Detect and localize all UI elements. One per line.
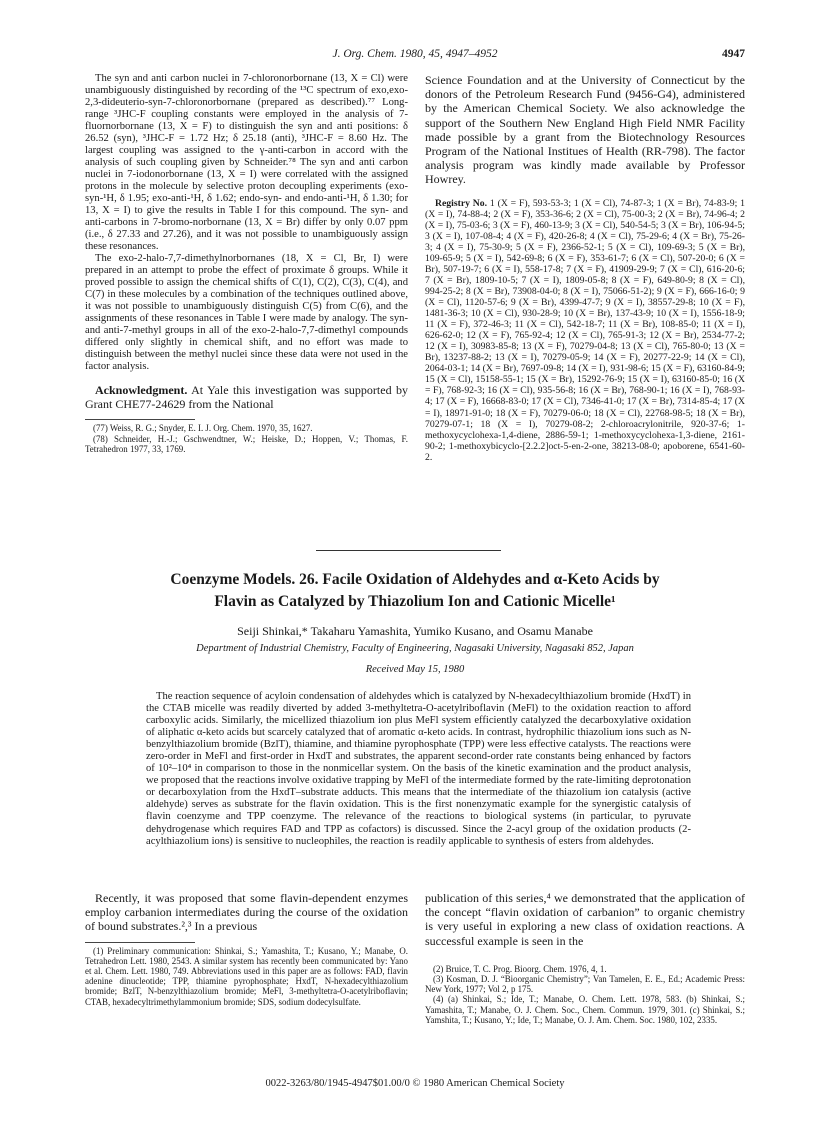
registry-list: 1 (X = F), 593-53-3; 1 (X = Cl), 74-87-3; 1 (X = Br), 74-83-9; 1 (X = I), 74-88-4; 2 (X = F), 353-36-6; 2 (X = Cl), 75-00-3; 2 (X = Br), 74-96-4; 2 (X = I), 75-03-6; 3 (X = F), 460-13-9; 3 (X = Cl), 540-54-5; 3 (X = Br), 106-94-5; 3 (X = I), 107-08-4; 4 (X = F), 420-26-8; 4 (X = Cl), 75-29-6; 4 (X = Br), 75-26-3; 4 (X = I), 75-30-9; 5 (X = F), 2366-52-1; 5 (X = Cl), 109-69-3; 5 (X = Br), 109-65-9; 5 (X = I), 542-69-8; 6 (X = F), 353-61-7; 6 (X = Cl), 507-20-0; 6 (X = Br), 507-19-7; 6 (X = I), 558-17-8; 7 (X = F), 41909-29-9; 7 (X = Cl), 616-20-6; 7 (X = Br), 1809-10-5; 7 (X = I), 1809-05-8; 8 (X = F), 649-80-9; 8 (X = Cl), 994-25-2; 8 (X = Br), 73908-04-0; 8 (X = I), 75066-51-2); 9 (X = F), 666-16-0; 9 (X = Cl), 1120-57-6; 9 (X = Br), 4399-47-7; 9 (X = I), 38557-29-8; 10 (X = F), 1481-36-3; 10 (X = Cl), 930-28-9; 10 (X = Br), 137-43-9; 10 (X = I), 1556-18-9; 11 (X = F), 372-46-3; 11 (X = Cl), 542-18-7; 11 (X = Br), 108-85-0; 11 (X = I), 626-62-0; 12 (X = F), 765-92-4; 12 (X = Cl), 765-91-3; 12 (X = Br), 2534-77-2; 12 (X = I), 30983-85-8; 13 (X = F), 70279-04-8; 13 (X = Cl), 765-80-0; 13 (X = Br), 13237-88-2; 13 (X = I), 70279-05-9; 14 (X = F), 20277-22-9; 14 (X = Cl), 2064-03-1; 14 (X = Br), 7697-09-8; 14 (X = I), 931-98-6; 15 (X = F), 63160-84-9; 15 (X = Cl), 15158-55-1; 15 (X = Br), 15292-76-9; 15 (X = I), 63160-85-0; 16 (X = F), 768-92-3; 16 (X = Cl), 935-56-8; 16 (X = Br), 768-90-1; 16 (X = I), 768-93-4; 17 (X = F), 16668-83-0; 17 (X = Cl), 7346-41-0; 17 (X = Br), 7314-85-4; 17 (X = I), 18971-91-0; 18 (X = F), 70279-06-0; 18 (X = Cl), 22768-98-5; 18 (X = Br), 70279-07-1; 18 (X = I), 70279-08-2; 2-chloroacrylonitrile, 920-37-6; 1-methoxycyclohexa-1,4-diene, 2886-59-1; 1-methoxycyclohexa-1,3-diene, 2161-90-2; 1-methoxybicyclo-[2.2.2]oct-5-en-2-one, 38213-08-0; apoborene, 6541-60-2. bbox=[425, 197, 745, 463]
footnote-1: (1) Preliminary communication: Shinkai, S.; Yamashita, T.; Kusano, Y.; Manabe, O. Tetrahedron Lett. 1980, 2543. A similar system has recently been communicated by: Yano et al. Chem. Lett. 1980, 749. Abbreviations used in this paper are as follows: FAD, flavin adenine dinucleotide; TPP, thiamine pyrophosphate; HxdT, N-hexadecylthiazolium bromide; BzlT, N-benzylthiazolium bromide; MeFl, 3-methyltetra-O-acetylriboflavin; CTAB, hexadecyltrimethylammonium bromide; SDS, sodium dodecylsulfate. bbox=[85, 945, 408, 1007]
bottom-right-column bbox=[425, 891, 745, 1025]
article-authors: Seiji Shinkai,* Takaharu Yamashita, Yumiko Kusano, and Osamu Manabe bbox=[237, 624, 593, 638]
footnote-3: (3) Kosman, D. J. “Bioorganic Chemistry”; Van Tamelen, E. E., Ed.; Academic Press: New York, 1977; Vol 2, p 175. bbox=[425, 974, 745, 995]
introduction-continued: publication of this series,⁴ we demonstrated that the application of the concept “flavin oxidation of carbanion” to organic chemistry is very useful in exploring a new class of oxidation reactions. A successful example is seen in the bbox=[425, 891, 745, 948]
acknowledgment-heading: Acknowledgment. bbox=[95, 383, 188, 397]
acknowledgment bbox=[85, 383, 408, 411]
footnote-divider bbox=[85, 419, 195, 420]
top-right-column bbox=[425, 73, 745, 463]
paragraph-dimethylnorbornanes: The exo-2-halo-7,7-dimethylnorbornanes (18, X = Cl, Br, I) were prepared in an attempt to probe the effect of proximate δ groups. While it proved possible to assign the chemical shifts of C(1), C(2), C(3), C(4), and C(7) in these molecules by a combination of the techniques outlined above, it was not possible to unambiguously distinguish C(5) from C(6), and the assignments of these resonances in Table I were made by analogy. The syn- and anti-7-methyl groups in all of the exo-2-halo-7,7-dimethyl compounds differed only slightly in chemical shift, and no effort was made to distinguish between the methyl nuclei since these data were not used in the factor analysis. bbox=[85, 253, 408, 372]
footnotes-bottom-right bbox=[425, 964, 745, 1025]
introduction-paragraph: Recently, it was proposed that some flavin-dependent enzymes employ carbanion intermediates during the course of the oxidation of bound substrates.²,³ In a previous bbox=[85, 891, 408, 934]
footnote-divider bbox=[85, 942, 195, 943]
article-title-line-2: Flavin as Catalyzed by Thiazolium Ion and Cationic Micelle¹ bbox=[214, 593, 616, 610]
top-left-column bbox=[85, 73, 408, 454]
footnotes-top-left bbox=[85, 423, 408, 454]
footnotes-bottom-left bbox=[85, 946, 408, 1007]
footnote-2: (2) Bruice, T. C. Prog. Bioorg. Chem. 1976, 4, 1. bbox=[433, 963, 607, 974]
article-affiliation: Department of Industrial Chemistry, Faculty of Engineering, Nagasaki University, Nagasaki 852, Japan bbox=[196, 643, 634, 654]
registry-numbers bbox=[425, 198, 745, 463]
acknowledgment-continued: Science Foundation and at the University of Connecticut by the donors of the Petroleum Research Fund (9456-G4), administered by the American Chemical Society. We also acknowledge the support of the Southern New England High Field NMR Facility made possible by a grant from the Biotechnology Resources Program of the National Institues of Health (RR-798). The factor analysis program was kindly made available by Professor Howrey. bbox=[425, 73, 745, 187]
running-header bbox=[85, 48, 745, 64]
footnote-78: (78) Schneider, H.-J.; Gschwendtner, W.; Heiske, D.; Hoppen, V.; Thomas, F. Tetrahedron 1977, 33, 1769. bbox=[85, 433, 408, 454]
footnote-77: (77) Weiss, R. G.; Snyder, E. I. J. Org. Chem. 1970, 35, 1627. bbox=[93, 423, 313, 434]
journal-citation: J. Org. Chem. 1980, 45, 4947–4952 bbox=[332, 48, 498, 60]
bottom-left-column bbox=[85, 891, 408, 1007]
article-separator bbox=[316, 550, 501, 551]
received-date: Received May 15, 1980 bbox=[365, 664, 465, 675]
copyright-line: 0022-3263/80/1945-4947$01.00/0 © 1980 American Chemical Society bbox=[265, 1078, 565, 1089]
registry-heading: Registry No. bbox=[435, 197, 488, 209]
page-number: 4947 bbox=[722, 48, 745, 60]
footnote-4: (4) (a) Shinkai, S.; Ide, T.; Manabe, O. Chem. Lett. 1978, 583. (b) Shinkai, S.; Yamashita, T.; Manabe, O. J. Chem. Soc., Chem. Commun. 1979, 301. (c) Shinkai, S.; Yamshita, T.; Kusano, Y.; Ide, T.; Manabe, O. J. Am. Chem. Soc. 1980, 102, 2335. bbox=[425, 994, 745, 1025]
article-abstract: The reaction sequence of acyloin condensation of aldehydes which is catalyzed by N-hexadecylthiazolium bromide (HxdT) in the CTAB micelle was readily diverted by added 3-methyltetra-O-acetylriboflavin (MeFl) to the oxidation reaction to afford carboxylic acids. Similarly, the micellized thiazolium ion plus MeFl system efficiently catalyzed the decarboxylative oxidation of aliphatic α-keto acids but scarcely catalyzed that of aromatic α-keto acids. In contrast, hydrophilic thiazolium ions such as N-benzylthiazolium bromide (BzlT), thiamine, and thiamine pyrophosphate (TPP) were less effective catalysts. The reactions were zero-order in MeFl and first-order in HxdT and substrates, the apparent second-order rate constants being enhanced by factors of 10²–10⁴ in comparison to those in the nonmicellar system. On the basis of the kinetic examination and the product analysis, we proposed that the reactions involve oxidative trapping by MeFl of the intermediate formed by the rate-limiting deprotonation or decarboxylation from the HxdT–substrate adducts. This means that the intermediate of the thiazolium ion catalysis (active aldehyde) serves as substrate for the flavin oxidation. This is the first nonenzymatic example for the synergistic catalysis of flavin coenzyme and TPP coenzyme. The relevance of the reactions to biological systems (in particular, to pyruvate dehydrogenase which requires FAD and TPP as cofactors) is discussed. Since the 2-acyl group of the oxidation products (2-acylthiazolium ions) is sensitive to nucleophiles, the reaction is readily applicable to synthesis of esters from aldehydes. bbox=[146, 691, 691, 847]
acknowledgment-text: At Yale this investigation was supported by Grant CHE77-24629 from the National bbox=[85, 383, 408, 412]
article-title-line-1: Coenzyme Models. 26. Facile Oxidation of Aldehydes and α-Keto Acids by bbox=[170, 571, 660, 588]
paragraph-syn-anti-nuclei: The syn and anti carbon nuclei in 7-chloronorbornane (13, X = Cl) were unambiguously distinguished by recording of the ¹³C spectrum of exo,exo-2,3-dideuterio-syn-7-chloronorbornane (prepared as described).⁷⁷ Long-range ³JHC-F coupling constants were employed in the analysis of 7-fluornorbornane (13, X = F) to distinguish the syn and anti positions: δ 26.52 (syn), ³JHC-F = 1.72 Hz; δ 25.18 (anti), ³JHC-F = 8.60 Hz. The largest coupling was assigned to the γ-anti-carbon in accord with the analysis of such coupling given by Schneider.⁷⁸ The syn and anti carbon nuclei in 7-iodonorbornane (13, X = I) were correlated with the assigned protons in the molecule by selective proton decoupling experiments (exo-syn-¹H, δ 1.95; exo-anti-¹H, δ 1.62; endo-syn- and endo-anti-¹H, δ 1.30; for 13, X = I) to give the results in Table I for this compound. The syn- and anti-carbons in 7-bromo-norbornane (13, X = Br) differ by only 0.07 ppm (i.e., δ 27.33 and 27.26), and it was not possible to unambiguously assign these resonances. bbox=[85, 73, 408, 252]
